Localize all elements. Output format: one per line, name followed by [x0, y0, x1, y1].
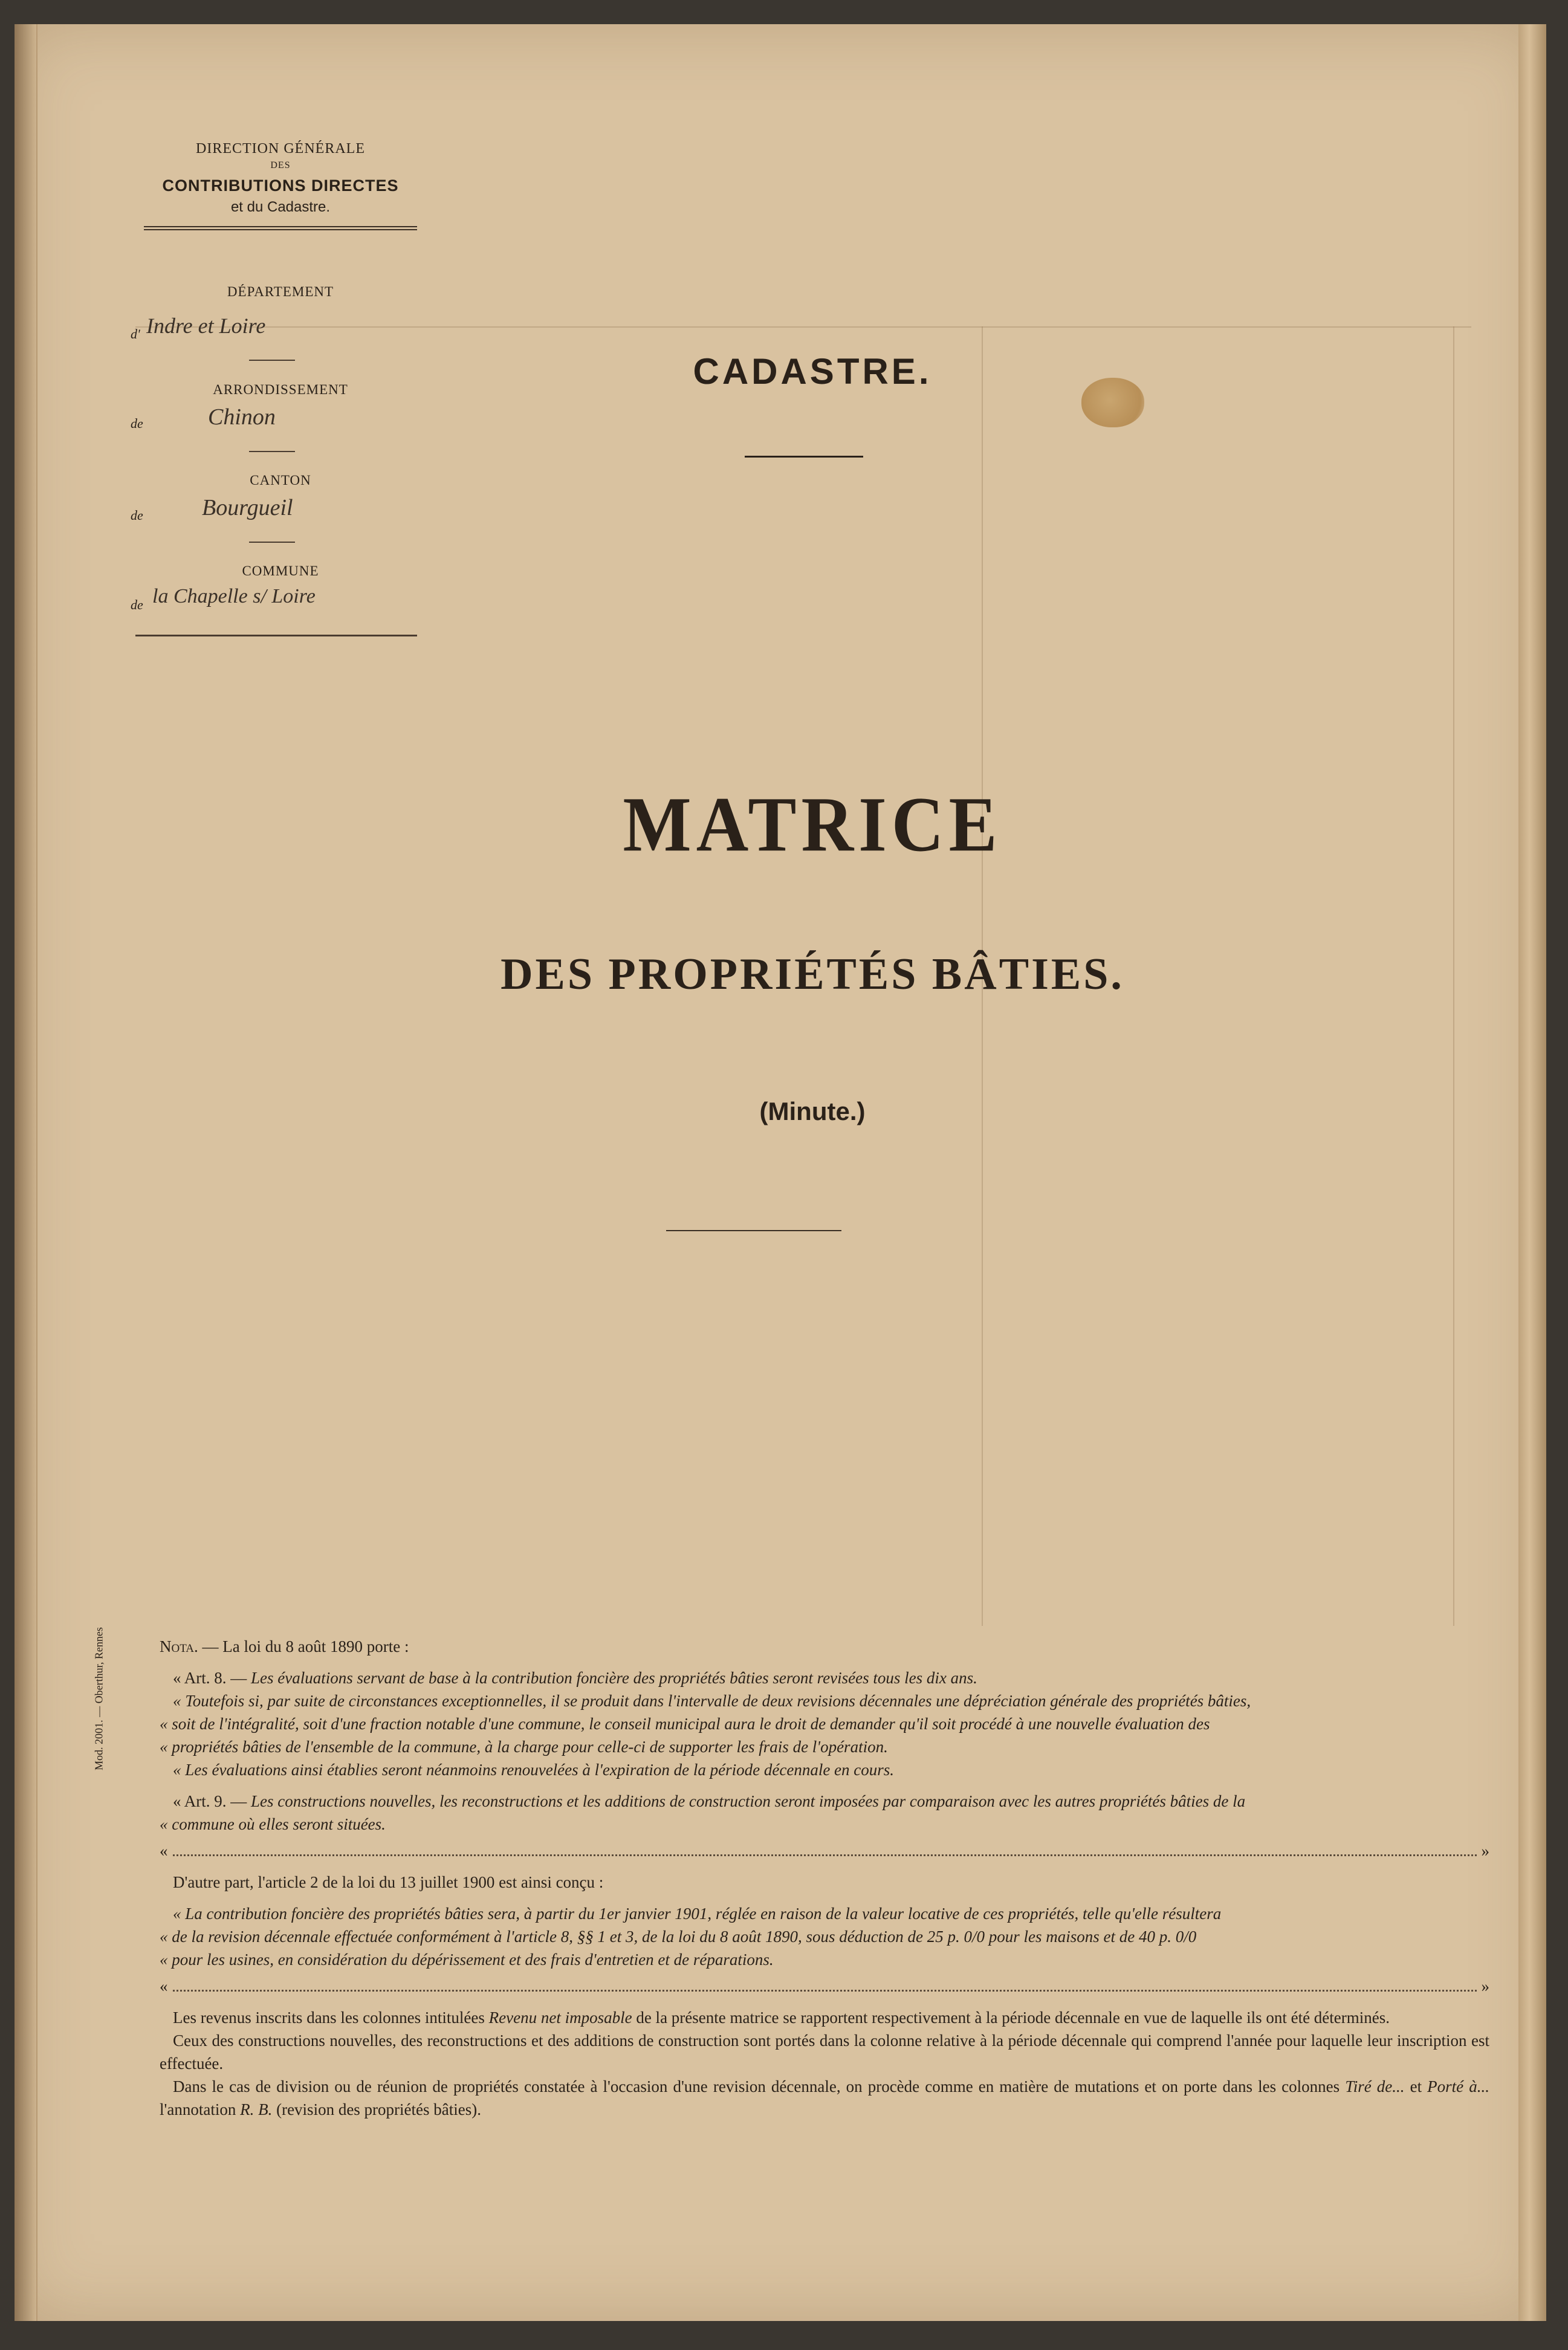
quote-close: »: [1481, 1842, 1489, 1860]
ceux-paragraph: Ceux des constructions nouvelles, des reconstructions et des additions de construction sont portés dans la colonne relative à la période décennale qui comprend l'année pour laquelle leur inscription est effectuée.: [160, 2031, 1489, 2073]
spacer: [160, 1894, 1489, 1902]
autre-part-line: D'autre part, l'article 2 de la loi du 13 juillet 1900 est ainsi conçu :: [173, 1873, 604, 1891]
toutefois-line-3: « propriétés bâties de l'ensemble de la commune, à la charge pour celle-ci de supporter les frais de l'opération.: [160, 1738, 888, 1756]
departement-prefix: d': [131, 326, 140, 341]
spacer: [160, 1658, 1489, 1666]
commune-rule: [135, 635, 417, 636]
header-line-3: CONTRIBUTIONS DIRECTES: [162, 176, 399, 195]
dans-italic-1: Tiré de...: [1345, 2077, 1405, 2096]
faint-rule: [135, 326, 1471, 328]
dotted-continuation-2: [160, 1975, 1489, 1998]
binding-shadow: [15, 24, 36, 2321]
art9-label: « Art. 9. —: [173, 1792, 251, 1810]
arrondissement-prefix: de: [131, 416, 143, 431]
header-double-rule: [144, 226, 417, 230]
header-line-1: DIRECTION GÉNÉRALE: [196, 141, 365, 157]
paper-stain: [1081, 378, 1144, 427]
spacer: [160, 1781, 1489, 1790]
printer-imprint: [75, 1559, 129, 1850]
evaluations-line: « Les évaluations ainsi établies seront néanmoins renouvelées à l'expiration de la période décennale en cours.: [173, 1761, 895, 1779]
art9-line: [160, 1790, 1489, 1813]
departement-rule: [249, 360, 295, 361]
proprietes-subtitle: DES PROPRIÉTÉS BÂTIES.: [501, 950, 1124, 999]
canton-label: CANTON: [250, 473, 311, 488]
toutefois-line-1: « Toutefois si, par suite de circonstances exceptionnelles, il se produit dans l'intervalle de deux revisions décennales une dépréciation générale des propriétés bâties,: [173, 1692, 1251, 1710]
departement-label: DÉPARTEMENT: [227, 284, 334, 299]
revenus-paragraph: [160, 2006, 1489, 2029]
art2-line-1: « La contribution foncière des propriétés bâties sera, à partir du 1er janvier 1901, réglée en raison de la valeur locative de ces propriétés, telle qu'elle résultera: [173, 1905, 1222, 1923]
revenus-italic: Revenu net imposable: [488, 2009, 632, 2027]
art8-label: « Art. 8. —: [173, 1669, 251, 1687]
cadastre-rule: [745, 456, 863, 458]
quote-open: «: [160, 1842, 168, 1860]
dotted-leader: [173, 1989, 1477, 1992]
printer-imprint-text: Mod. 2001. — Oberthur, Rennes: [92, 1627, 105, 1770]
arrondissement-value: Chinon: [208, 404, 276, 430]
spacer: [160, 1862, 1489, 1871]
nota-intro: [160, 1635, 1489, 1658]
commune-label: COMMUNE: [242, 563, 319, 578]
arrondissement-label: ARRONDISSEMENT: [213, 382, 348, 397]
minute-rule: [666, 1230, 841, 1231]
dans-text-2: et: [1404, 2077, 1428, 2096]
art2-line-2: « de la revision décennale effectuée conformément à l'article 8, §§ 1 et 3, de la loi du 8 août 1890, sous déduction de 25 p. 0/0 pour les maisons et de 40 p. 0/0: [160, 1928, 1197, 1946]
canton-rule: [249, 542, 295, 543]
quote-close: »: [1481, 1977, 1489, 1995]
dotted-leader: [173, 1854, 1477, 1856]
toutefois-line-2: « soit de l'intégralité, soit d'une fraction notable d'une commune, le conseil municipal aura le droit de demander qu'il soit procédé à une nouvelle évaluation des: [160, 1715, 1210, 1733]
cadastre-title: CADASTRE.: [693, 351, 932, 392]
dans-text-4: (revision des propriétés bâties).: [272, 2100, 481, 2119]
nota-section: [160, 1635, 1489, 2121]
art8-line: [160, 1666, 1489, 1689]
dans-italic-3: R. B.: [240, 2100, 273, 2119]
quote-open: «: [160, 1977, 168, 1995]
document-page: [15, 24, 1544, 2321]
header-line-4: et du Cadastre.: [230, 199, 331, 215]
margin-line: [36, 24, 37, 2321]
spacer: [160, 1998, 1489, 2006]
canton-value: Bourgueil: [202, 495, 293, 520]
revenus-text-2: de la présente matrice se rapportent respectivement à la période décennale en vue de laquelle ils ont été déterminés.: [632, 2009, 1390, 2027]
art9-text: Les constructions nouvelles, les reconstructions et les additions de construction seront imposées par comparaison avec les autres propriétés bâties de la: [251, 1792, 1246, 1810]
canton-prefix: de: [131, 508, 143, 523]
commune-prefix: de: [131, 597, 143, 612]
faint-rule: [1453, 326, 1454, 1626]
arrondissement-rule: [249, 451, 295, 452]
commune-value: la Chapelle s/ Loire: [152, 585, 316, 607]
administration-header: [135, 139, 426, 230]
art9-line-2: « commune où elles seront situées.: [160, 1815, 386, 1833]
art8-text: Les évaluations servant de base à la contribution foncière des propriétés bâties seront revisées tous les dix ans.: [251, 1669, 977, 1687]
dans-text-3: l'annotation: [160, 2100, 241, 2119]
matrice-title: MATRICE: [623, 780, 1002, 868]
dotted-continuation-1: [160, 1839, 1489, 1862]
art2-line-3: « pour les usines, en considération du dépérissement et des frais d'entretien et de réparations.: [160, 1950, 774, 1969]
minute-label: (Minute.): [759, 1097, 866, 1125]
page-edge: [1518, 24, 1546, 2321]
revenus-text-1: Les revenus inscrits dans les colonnes intitulées: [173, 2009, 489, 2027]
nota-label: Nota.: [160, 1637, 198, 1656]
departement-value: Indre et Loire: [146, 314, 266, 338]
nota-intro-text: — La loi du 8 août 1890 porte :: [198, 1637, 409, 1656]
dans-text-1: Dans le cas de division ou de réunion de propriétés constatée à l'occasion d'une revision décennale, on procède comme en matière de mutations et on porte dans les colonnes: [173, 2077, 1346, 2096]
dans-paragraph: [160, 2075, 1489, 2121]
dans-italic-2: Porté à...: [1427, 2077, 1489, 2096]
header-line-2: DES: [270, 160, 291, 170]
